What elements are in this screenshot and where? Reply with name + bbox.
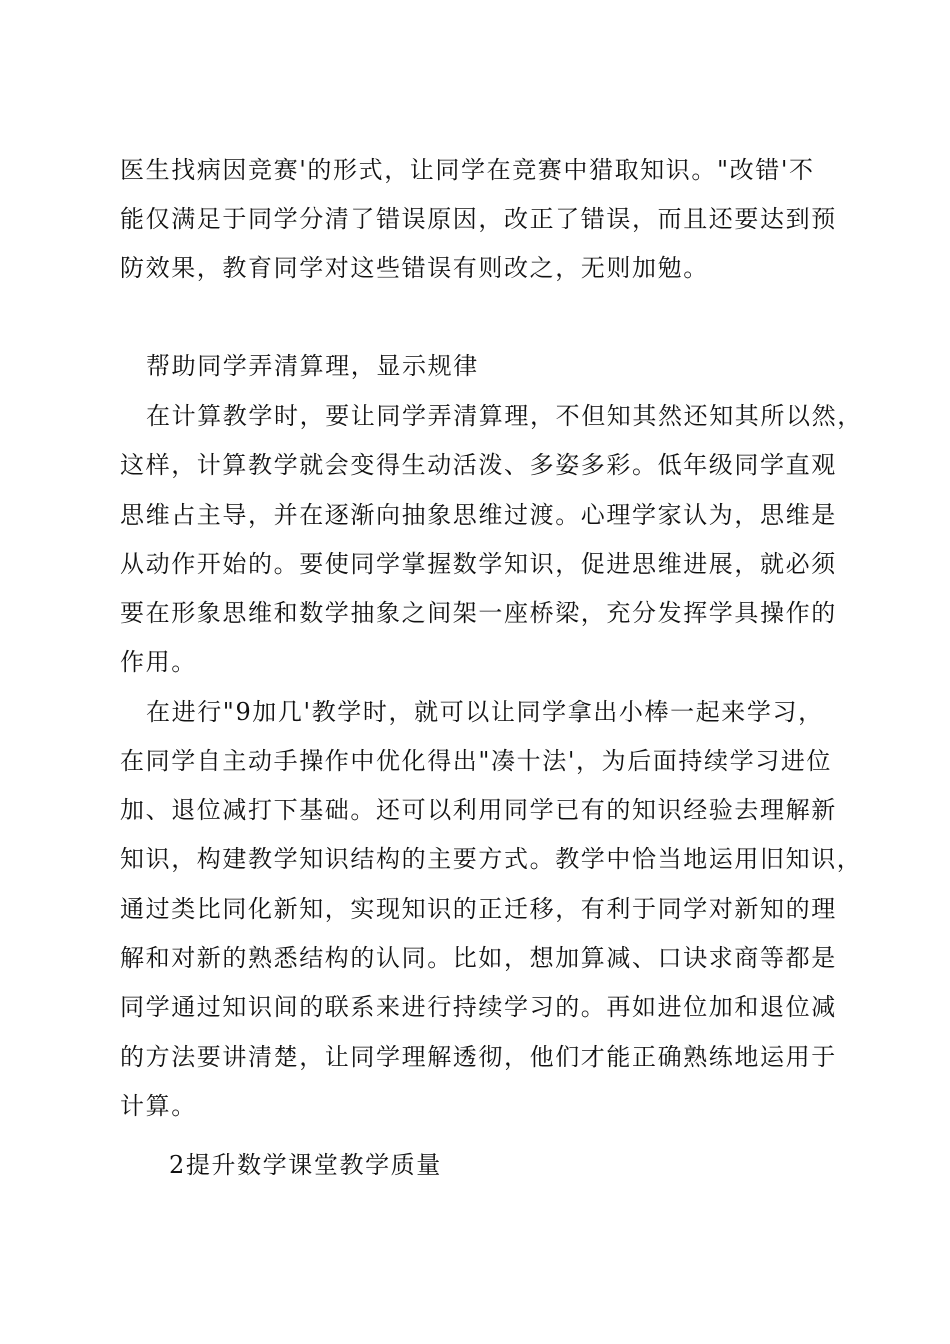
paragraph-3-line-6: 解和对新的熟悉结构的认同。比如，想加算减、口诀求商等都是 — [120, 944, 837, 972]
paragraph-2-line-3: 思维占主导，并在逐渐向抽象思维过渡。心理学家认为，思维是 — [120, 501, 837, 529]
paragraph-1-line-3: 防效果，教育同学对这些错误有则改之，无则加勉。 — [120, 254, 709, 282]
section-heading-2: 2提升数学课堂教学质量 — [169, 1151, 442, 1179]
section-heading-1: 帮助同学弄清算理，显示规律 — [146, 352, 479, 380]
paragraph-3-line-9: 计算。 — [120, 1092, 197, 1120]
paragraph-3-line-8: 的方法要讲清楚，让同学理解透彻，他们才能正确熟练地运用于 — [120, 1043, 837, 1071]
paragraph-3-line-1: 在进行"9加几'教学时，就可以让同学拿出小棒一起来学习， — [146, 698, 824, 726]
paragraph-2-line-2: 这样，计算教学就会变得生动活泼、多姿多彩。低年级同学直观 — [120, 451, 837, 479]
paragraph-2-line-6: 作用。 — [120, 648, 197, 676]
paragraph-1-line-2: 能仅满足于同学分清了错误原因，改正了错误，而且还要达到预 — [120, 205, 837, 233]
paragraph-3-line-4: 知识，构建教学知识结构的主要方式。教学中恰当地运用旧知识， — [120, 845, 863, 873]
paragraph-1-line-1: 医生找病因竞赛'的形式，让同学在竞赛中猎取知识。"改错'不 — [120, 156, 815, 184]
paragraph-3-line-3: 加、退位减打下基础。还可以利用同学已有的知识经验去理解新 — [120, 796, 837, 824]
paragraph-3-line-2: 在同学自主动手操作中优化得出"凑十法'，为后面持续学习进位 — [120, 747, 833, 775]
paragraph-2-line-1: 在计算教学时，要让同学弄清算理，不但知其然还知其所以然， — [146, 402, 863, 430]
paragraph-3-line-7: 同学通过知识间的联系来进行持续学习的。再如进位加和退位减 — [120, 993, 837, 1021]
paragraph-3-line-5: 通过类比同化新知，实现知识的正迁移，有利于同学对新知的理 — [120, 895, 837, 923]
paragraph-2-line-4: 从动作开始的。要使同学掌握数学知识，促进思维进展，就必须 — [120, 550, 837, 578]
paragraph-2-line-5: 要在形象思维和数学抽象之间架一座桥梁，充分发挥学具操作的 — [120, 599, 837, 627]
